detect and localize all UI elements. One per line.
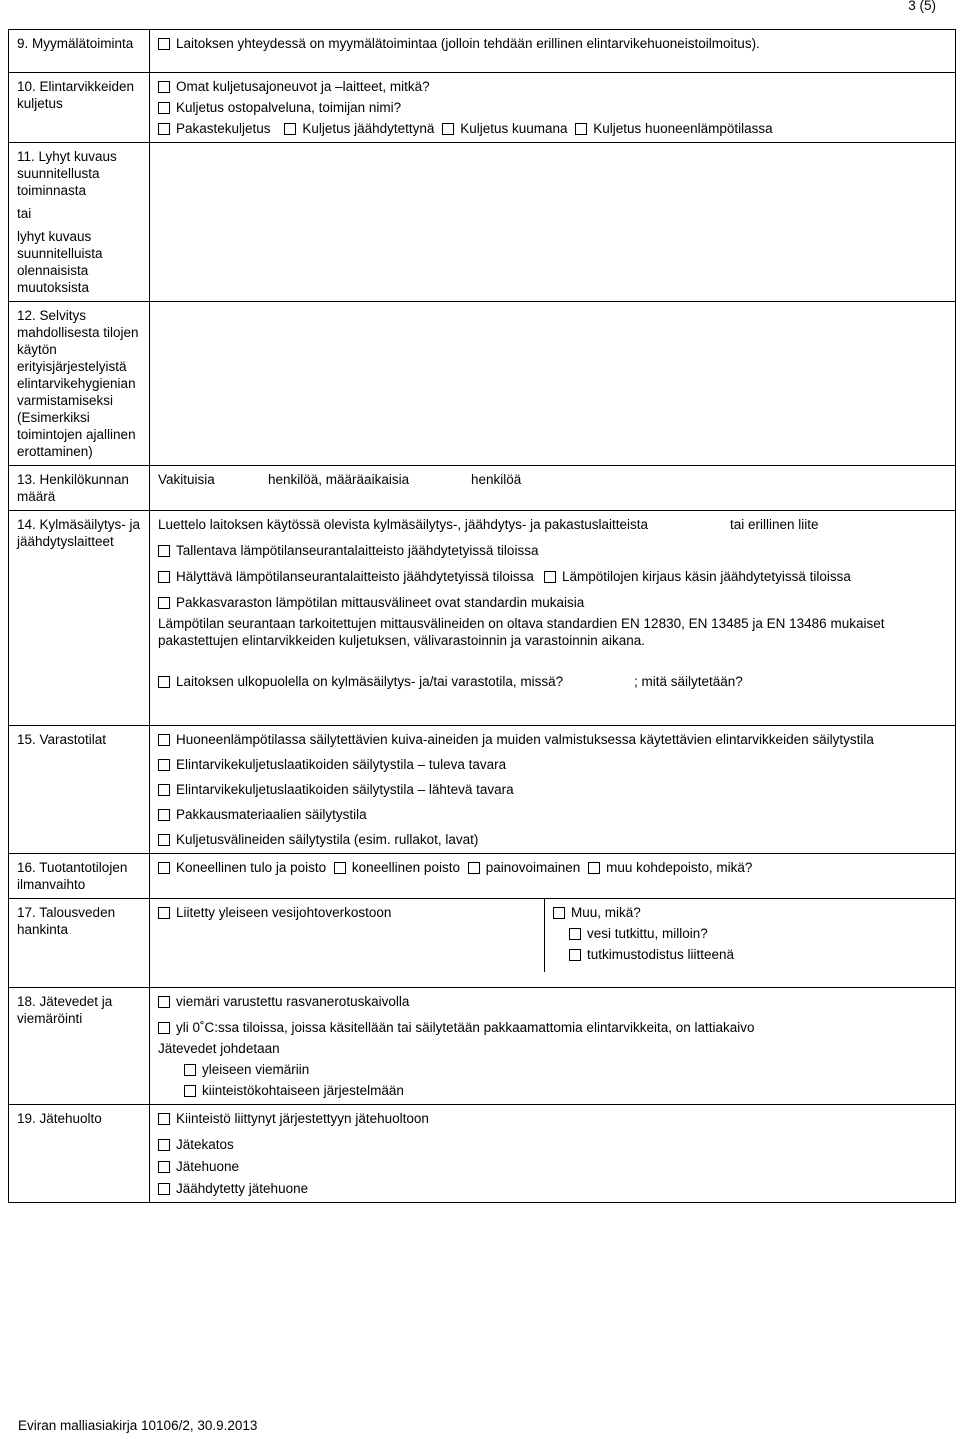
checkbox-hot-transport[interactable] [442,123,454,135]
other-water-text: Muu, mikä? [571,905,641,920]
public-water-text: Liitetty yleiseen vesijohtoverkostoon [176,905,392,920]
waste-shelter-text: Jätekatos [176,1137,234,1152]
manual-recording-text: Lämpötilojen kirjaus käsin jäähdytetyissä tiloissa [562,569,851,584]
checkbox-dry-storage[interactable] [158,734,170,746]
document-footer: Eviran malliasiakirja 10106/2, 30.9.2013 [18,1418,258,1433]
label-15-text: 15. Varastotilat [17,732,107,747]
content-16 [150,854,956,899]
label-11-or: tai [17,206,32,221]
checkbox-public-sewer[interactable] [184,1064,196,1076]
label-15 [9,726,150,854]
chilled-transport-text: Kuljetus jäähdytettynä [302,121,435,136]
outsourced-text: Kuljetus ostopalveluna, toimijan nimi? [176,100,402,115]
checkbox-other-exhaust[interactable] [588,862,600,874]
content-10 [150,73,956,143]
row-15 [9,726,956,854]
row-13 [9,466,956,511]
permanent-text: Vakituisia [158,472,215,487]
label-9 [9,30,150,73]
checkbox-organized-waste[interactable] [158,1113,170,1125]
or-attachment-text: tai erillinen liite [730,517,819,532]
frozen-transport-text: Pakastekuljetus [176,121,271,136]
checkbox-floor-drain[interactable] [158,1022,170,1034]
row-19 [9,1105,956,1203]
content-18 [150,988,956,1105]
checkbox-cooled-waste-room[interactable] [158,1183,170,1195]
checkbox-frozen-transport[interactable] [158,123,170,135]
checkbox-certificate-attached[interactable] [569,949,581,961]
arrangements-field[interactable] [150,302,956,466]
public-sewer-text: yleiseen viemäriin [202,1062,310,1077]
checkbox-own-vehicles[interactable] [158,81,170,93]
cooled-waste-room-text: Jäähdytetty jätehuone [176,1181,309,1196]
label-19 [9,1105,150,1203]
checkbox-grease-trap[interactable] [158,996,170,1008]
checkbox-public-water[interactable] [158,907,170,919]
label-17 [9,899,150,988]
hot-transport-text: Kuljetus kuumana [460,121,568,136]
checkbox-packaging-storage[interactable] [158,809,170,821]
gravity-text: painovoimainen [485,860,581,875]
content-19 [150,1105,956,1203]
mechanical-in-out-text: Koneellinen tulo ja poisto [176,860,327,875]
shop-option-text: Laitoksen yhteydessä on myymälätoimintaa (jolloin tehdään erillinen elintarvikehuoneistoilmoitus). [176,36,760,51]
label-12-text: 12. Selvitys mahdollisesta tilojen käytön erityisjärjestelyistä elintarvikehygienian varmistamiseksi (Esimerkiksi toimintojen ajallinen erottaminen) [17,308,139,459]
label-17-text: 17. Talousveden hankinta [17,905,116,937]
checkbox-outside-storage[interactable] [158,676,170,688]
checkbox-equipment-storage[interactable] [158,834,170,846]
checkbox-manual-recording[interactable] [544,571,556,583]
checkbox-water-tested[interactable] [569,928,581,940]
floor-drain-text: yli 0˚C:ssa tiloissa, joissa käsitellään tai säilytetään pakkaamattomia elintarvikkeita, on lattiakaivo [176,1020,755,1035]
organized-waste-text: Kiinteistö liittynyt järjestettyyn jätehuoltoon [176,1111,429,1126]
label-19-text: 19. Jätehuolto [17,1111,102,1126]
label-14-text: 14. Kylmäsäilytys- ja jäähdytyslaitteet [17,517,141,549]
room-temp-transport-text: Kuljetus huoneenlämpötilassa [593,121,773,136]
row-14 [9,511,956,726]
label-13 [9,466,150,511]
grease-trap-text: viemäri varustettu rasvanerotuskaivolla [176,994,410,1009]
content-9 [150,30,956,73]
waste-room-text: Jätehuone [176,1159,240,1174]
other-exhaust-text: muu kohdepoisto, mikä? [606,860,753,875]
wastewater-led-text: Jätevedet johdetaan [158,1041,280,1056]
label-18-text: 18. Jätevedet ja viemäröinti [17,994,113,1026]
checkbox-standard-instruments[interactable] [158,597,170,609]
notification-form-table [8,29,956,1203]
label-18 [9,988,150,1105]
content-15 [150,726,956,854]
checkbox-recording-monitoring[interactable] [158,545,170,557]
description-field[interactable] [150,143,956,302]
row-12 [9,302,956,466]
page-number: 3 (5) [908,0,936,13]
label-16-text: 16. Tuotantotilojen ilmanvaihto [17,860,128,892]
certificate-attached-text: tutkimustodistus liitteenä [587,947,735,962]
alarm-monitoring-text: Hälyttävä lämpötilanseurantalaitteisto jäähdytetyissä tiloissa [176,569,534,584]
fixed-term-text: henkilöä, määräaikaisia [268,472,410,487]
storage-item-text: Elintarvikekuljetuslaatikoiden säilytystila – lähtevä tavara [176,782,514,797]
checkbox-chilled-transport[interactable] [284,123,296,135]
label-9-text: 9. Myymälätoiminta [17,36,134,51]
row-11 [9,143,956,302]
label-12 [9,302,150,466]
checkbox-waste-room[interactable] [158,1161,170,1173]
label-11 [9,143,150,302]
label-10 [9,73,150,143]
checkbox-outsourced[interactable] [158,102,170,114]
row-16 [9,854,956,899]
own-vehicles-text: Omat kuljetusajoneuvot ja –laitteet, mitkä? [176,79,430,94]
standard-instruments-text: Pakkasvaraston lämpötilan mittausvälineet ovat standardin mukaisia [176,595,585,610]
label-13-text: 13. Henkilökunnan määrä [17,472,129,504]
row-17 [9,899,956,988]
row-9 [9,30,956,73]
checkbox-waste-shelter[interactable] [158,1139,170,1151]
storage-item-text: Pakkausmateriaalien säilytystila [176,807,367,822]
content-14 [150,511,956,726]
checkbox-alarm-monitoring[interactable] [158,571,170,583]
checkbox-mechanical-out[interactable] [334,862,346,874]
outside-storage-text: Laitoksen ulkopuolella on kylmäsäilytys- ja/tai varastotila, missä? [176,674,564,689]
standards-note: Lämpötilan seurantaan tarkoitettujen mittausvälineiden on oltava standardien EN 12830, EN 13485 ja EN 13486 mukaiset pakastettujen elintarvikkeiden kuljetuksen, välivarastoinnin ja varastoinnin aikana. [158,616,885,648]
checkbox-mechanical-in-out[interactable] [158,862,170,874]
content-13 [150,466,956,511]
recording-monitoring-text: Tallentava lämpötilanseurantalaitteisto jäähdytetyissä tiloissa [176,543,539,558]
storage-item-text: Kuljetusvälineiden säilytystila (esim. rullakot, lavat) [176,832,479,847]
content-17 [150,899,956,988]
checkbox-outgoing-boxes[interactable] [158,784,170,796]
checkbox-gravity[interactable] [468,862,480,874]
storage-item-text: Huoneenlämpötilassa säilytettävien kuiva-aineiden ja muiden valmistuksessa käytettävien elintarvikkeiden säilytystila [176,732,874,747]
equipment-list-text: Luettelo laitoksen käytössä olevista kylmäsäilytys-, jäähdytys- ja pakastuslaitteista [158,517,648,532]
water-tested-text: vesi tutkittu, milloin? [587,926,708,941]
storage-item-text: Elintarvikekuljetuslaatikoiden säilytystila – tuleva tavara [176,757,507,772]
persons-text: henkilöä [471,472,522,487]
label-11-changes: lyhyt kuvaus suunnitelluista olennaisista muutoksista [17,229,103,295]
checkbox-room-temp-transport[interactable] [575,123,587,135]
checkbox-shop[interactable] [158,38,170,50]
stored-items-text: ; mitä säilytetään? [634,674,743,689]
row-10 [9,73,956,143]
label-14 [9,511,150,726]
checkbox-other-water[interactable] [553,907,565,919]
checkbox-property-system[interactable] [184,1085,196,1097]
label-11-text: 11. Lyhyt kuvaus suunnitellusta toiminnasta [17,149,117,198]
row-18 [9,988,956,1105]
checkbox-incoming-boxes[interactable] [158,759,170,771]
label-10-text: 10. Elintarvikkeiden kuljetus [17,79,135,111]
label-16 [9,854,150,899]
mechanical-out-text: koneellinen poisto [351,860,460,875]
property-system-text: kiinteistökohtaiseen järjestelmään [202,1083,404,1098]
